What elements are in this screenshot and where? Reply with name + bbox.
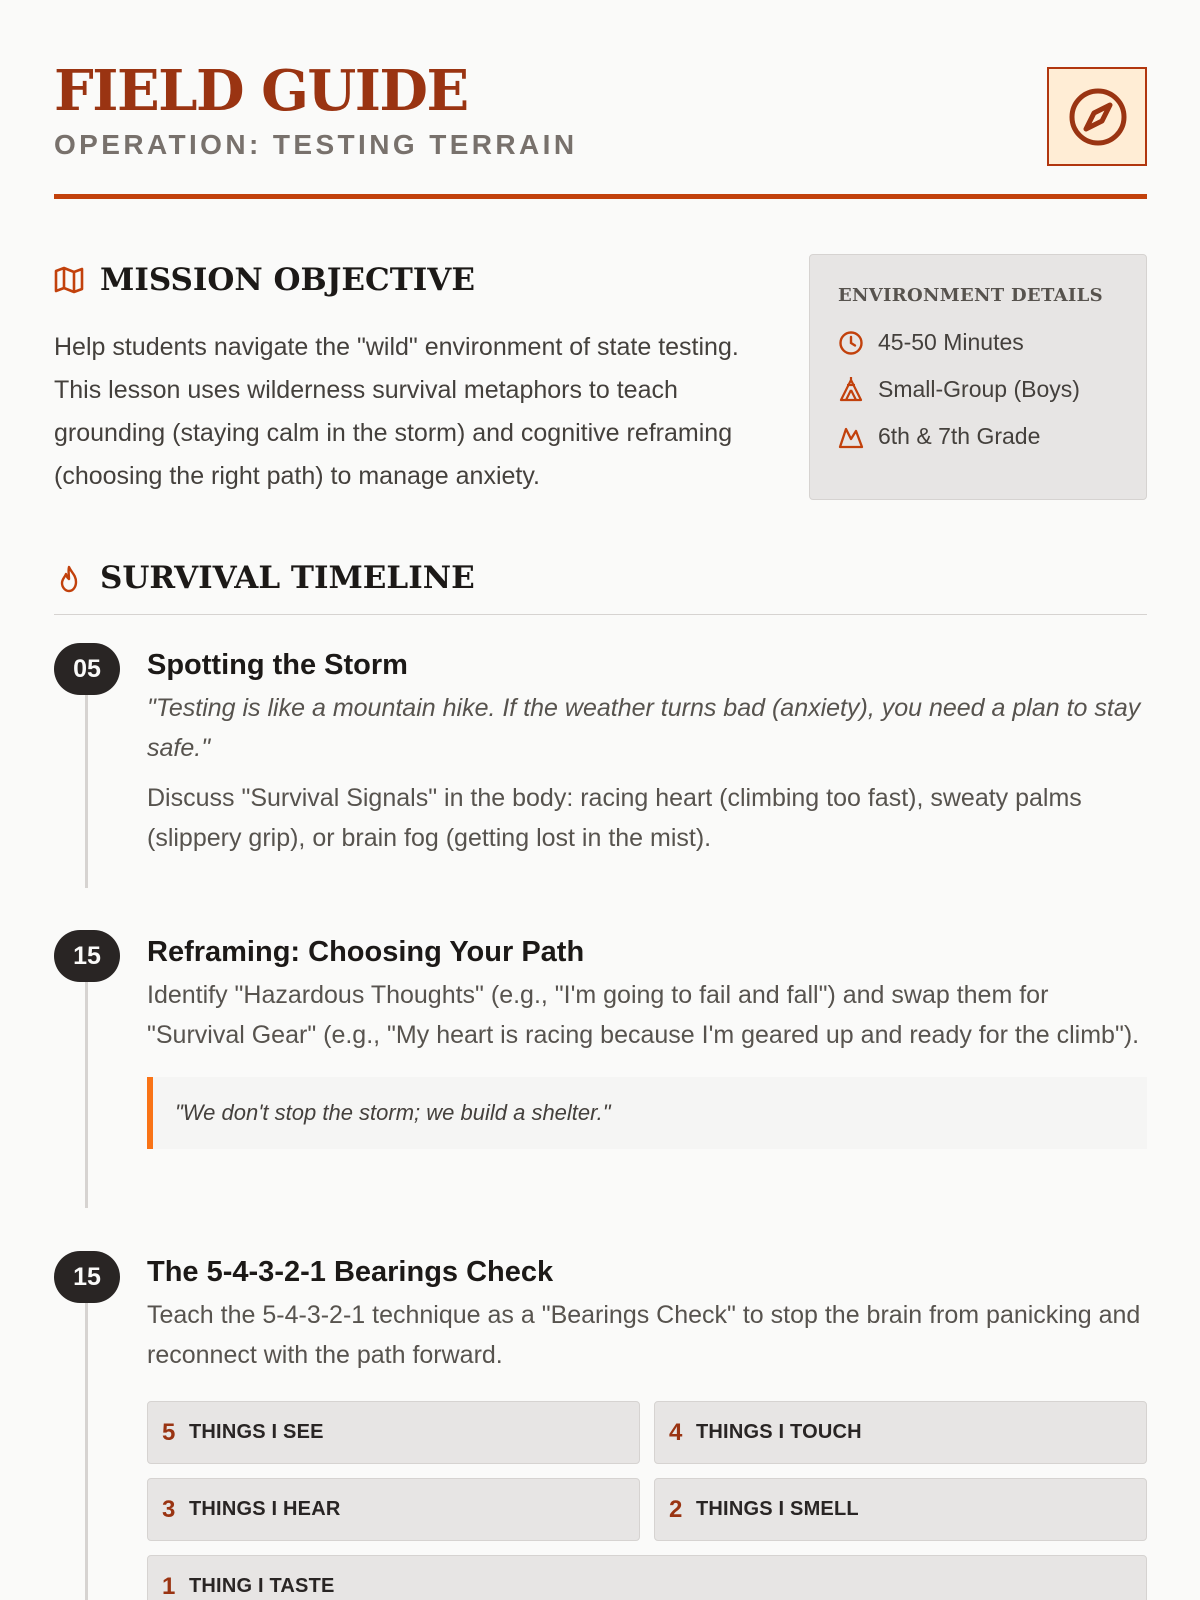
page-header [54, 58, 1147, 200]
sense-count: 1 [162, 1573, 176, 1600]
sense-label: THINGS I SMELL [696, 1498, 859, 1520]
compass-icon [1068, 87, 1128, 147]
step-duration-badge: 05 [54, 643, 120, 695]
section-title: MISSION OBJECTIVE [100, 262, 475, 298]
step-title: The 5-4-3-2-1 Bearings Check [147, 1256, 554, 1288]
senses-grid [147, 1401, 1147, 1600]
step-duration-badge: 15 [54, 1251, 120, 1303]
clock-icon [838, 330, 864, 356]
survival-timeline-heading [54, 558, 754, 598]
timeline-step [147, 1253, 1147, 1600]
section-title: SURVIVAL TIMELINE [100, 560, 475, 596]
timeline-connector [85, 1298, 88, 1600]
compass-badge [1047, 67, 1147, 166]
sense-label: THING I TASTE [189, 1575, 335, 1597]
page-subtitle: OPERATION: TESTING TERRAIN [54, 129, 578, 160]
sense-card-smell [654, 1478, 1147, 1541]
sense-card-see [147, 1401, 640, 1464]
sense-label: THINGS I HEAR [189, 1498, 341, 1520]
environment-details-title: ENVIRONMENT DETAILS [838, 285, 1103, 306]
sense-card-touch [654, 1401, 1147, 1464]
step-callout: "We don't stop the storm; we build a shelter." [147, 1077, 1147, 1149]
mission-objective-text: Help students navigate the "wild" environment of state testing. This lesson uses wilderness survival metaphors to teach grounding (staying calm in the storm) and cognitive reframing (choosing the right path) to manage anxiety. [54, 333, 739, 490]
step-title: Reframing: Choosing Your Path [147, 936, 585, 968]
sense-count: 2 [669, 1496, 683, 1523]
tent-icon [838, 377, 864, 403]
mountain-icon [838, 424, 864, 450]
sense-count: 3 [162, 1496, 176, 1523]
step-description: Teach the 5-4-3-2-1 technique as a "Bearings Check" to stop the brain from panicking and reconnect with the path forward. [147, 1301, 1141, 1369]
grade-text: 6th & 7th Grade [878, 423, 1041, 449]
duration-text: 45-50 Minutes [878, 329, 1024, 355]
step-duration-badge: 15 [54, 930, 120, 982]
field-guide-page [54, 0, 1147, 1600]
group-text: Small-Group (Boys) [878, 376, 1080, 402]
page-title: FIELD GUIDE [54, 58, 468, 124]
mission-objective-heading [54, 260, 754, 300]
timeline-divider [54, 614, 1147, 615]
environment-details-card [809, 254, 1147, 500]
sense-card-hear [147, 1478, 640, 1541]
sense-count: 5 [162, 1419, 176, 1446]
timeline-connector [85, 977, 88, 1208]
step-title: Spotting the Storm [147, 649, 408, 681]
sense-label: THINGS I TOUCH [696, 1421, 862, 1443]
sense-card-taste [147, 1555, 1147, 1600]
timeline-step [147, 933, 1147, 1149]
timeline-step [147, 646, 1147, 858]
sense-label: THINGS I SEE [189, 1421, 324, 1443]
step-description: Identify "Hazardous Thoughts" (e.g., "I'm going to fail and fall") and swap them for "Survival Gear" (e.g., "My heart is racing because I'm geared up and ready for the climb"). [147, 981, 1140, 1049]
step-quote: "Testing is like a mountain hike. If the weather turns bad (anxiety), you need a plan to stay safe." [147, 694, 1141, 762]
flame-icon [54, 564, 84, 594]
step-description: Discuss "Survival Signals" in the body: racing heart (climbing too fast), sweaty palms (slippery grip), or brain fog (getting lost in the mist). [147, 784, 1082, 852]
header-divider [54, 194, 1147, 199]
sense-count: 4 [669, 1419, 683, 1446]
timeline-connector [85, 690, 88, 888]
map-icon [54, 266, 84, 294]
